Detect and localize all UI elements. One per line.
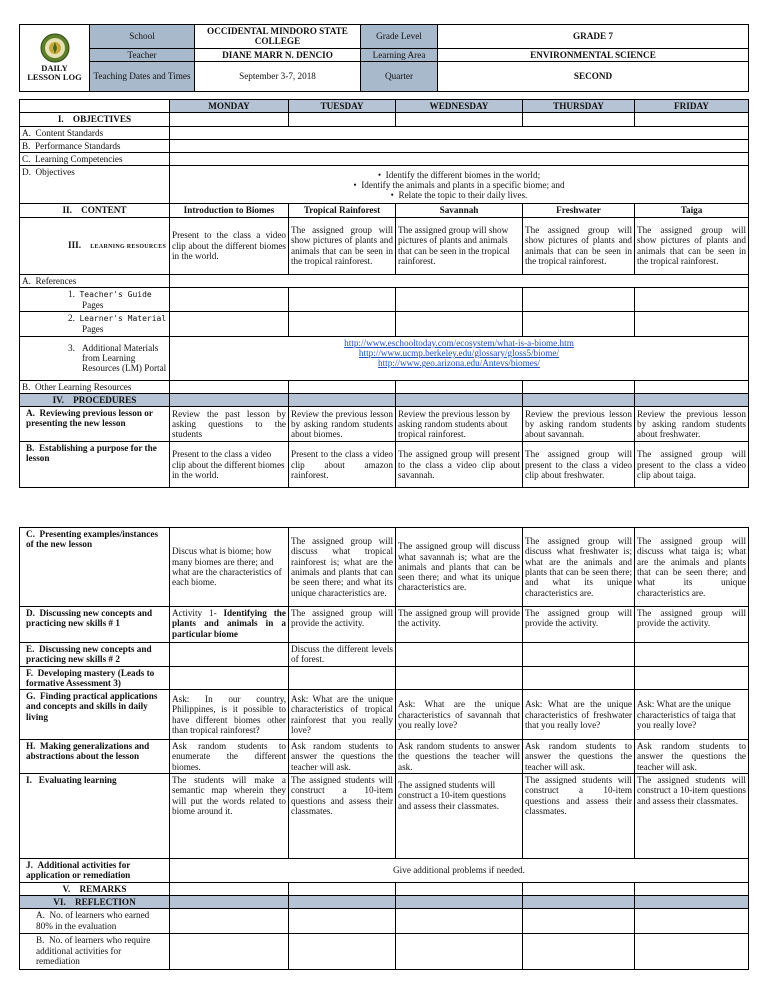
proc-i-friday: The assigned students will construct a 10-item questions and assess their classmates. <box>635 774 749 859</box>
proc-b-label: B. Establishing a purpose for the lesson <box>20 442 170 488</box>
proc-h-friday: Ask random students to answer the questions the teacher will ask. <box>635 740 749 774</box>
teacher-label: Teacher <box>90 48 195 61</box>
proc-e-label: E. Discussing new concepts and practicing new skills # 2 <box>20 643 170 667</box>
proc-b-friday: The assigned group will present to the class a video clip about taiga. <box>635 442 749 488</box>
proc-g-thursday: Ask: What are the unique characteristics of freshwater that you really love? <box>523 690 635 740</box>
learning-area-label: Learning Area <box>361 48 438 61</box>
proc-c-monday: Discus what is biome; how many biomes are there; and what are the characteristics of each biome. <box>170 528 289 607</box>
proc-a-thursday: Review the previous lesson by asking random students about savannah. <box>523 407 635 442</box>
school-label: School <box>90 25 195 49</box>
teacher-value: DIANE MARR N. DENCIO <box>195 48 361 61</box>
objective-item: • Relate the topic to their daily lives. <box>390 190 528 201</box>
resources-monday: Present to the class a video clip about the different biomes in the world. <box>170 217 289 274</box>
learning-competencies-value <box>170 153 749 166</box>
proc-c-tuesday: The assigned group will discuss what tropical rainforest is; what are the animals and plants that can be seen there; and what its unique characteristics are. <box>289 528 396 607</box>
performance-standards-label: B. Performance Standards <box>20 139 170 152</box>
proc-b-wednesday: The assigned group will present to the class a video clip about savannah. <box>396 442 523 488</box>
proc-j-value: Give additional problems if needed. <box>170 859 749 883</box>
content-heading: II. CONTENT <box>20 204 170 217</box>
references-label: A. References <box>20 274 170 287</box>
proc-d-wednesday: The assigned group will provide the activity. <box>396 607 523 643</box>
proc-c-label: C. Presenting examples/instances of the new lesson <box>20 528 170 607</box>
proc-d-tuesday: The assigned group will provide the activity. <box>289 607 396 643</box>
proc-i-monday: The students will make a semantic map wherein they will put the words related to biome around it. <box>170 774 289 859</box>
proc-h-wednesday: Ask random students to answer the questions the teacher will ask. <box>396 740 523 774</box>
proc-h-tuesday: Ask random students to answer the questions the teacher will ask. <box>289 740 396 774</box>
proc-b-monday: Present to the class a video clip about the different biomes in the world. <box>170 442 289 488</box>
lesson-log-table-2 <box>19 527 749 970</box>
reflection-heading: VI. REFLECTION <box>20 895 170 908</box>
proc-f-label: F. Developing mastery (Leads to formative Assessment 3) <box>20 666 170 690</box>
content-standards-value <box>170 126 749 139</box>
proc-d-thursday: The assigned group will provide the activity. <box>523 607 635 643</box>
objective-item: • Identify the different biomes in the world; <box>377 169 541 180</box>
lesson-log-label: LESSON LOG <box>27 72 82 83</box>
reflection-a-label: A. No. of learners who earned 80% in the evaluation <box>20 909 170 934</box>
day-wednesday: WEDNESDAY <box>396 100 523 113</box>
lesson-log-table-1 <box>19 99 749 488</box>
proc-g-friday: Ask: What are the unique characteristics of taiga that you really love? <box>635 690 749 740</box>
other-resources-label: B. Other Learning Resources <box>20 380 170 393</box>
content-wednesday: Savannah <box>396 204 523 217</box>
day-friday: FRIDAY <box>635 100 749 113</box>
objective-item: • Identify the animals and plants in a specific biome; and <box>353 179 565 190</box>
learning-competencies-label: C. Learning Competencies <box>20 153 170 166</box>
proc-b-tuesday: Present to the class a video clip about amazon rainforest. <box>289 442 396 488</box>
proc-d-label: D. Discussing new concepts and practicing new skills # 1 <box>20 607 170 643</box>
day-thursday: THURSDAY <box>523 100 635 113</box>
content-friday: Taiga <box>635 204 749 217</box>
teaching-dates-label: Teaching Dates and Times <box>90 61 195 91</box>
daily-label: DAILY <box>41 62 68 73</box>
proc-c-friday: The assigned group will discuss what taiga is; what are the animals and plants that can be seen there; and what its unique characteristics are. <box>635 528 749 607</box>
learning-resources-heading: III. LEARNING RESOURCES <box>20 217 170 274</box>
proc-c-wednesday: The assigned group will discuss what savannah is; what are the animals and plants that can be seen there; and what its unique characteristics are. <box>396 528 523 607</box>
day-monday: MONDAY <box>170 100 289 113</box>
proc-d-monday: Activity 1- Identifying the plants and animals in a particular biome <box>170 607 289 643</box>
header-logo-cell <box>20 25 90 92</box>
resources-friday: The assigned group will show pictures of plants and animals that can be seen in the tropical rainforest. <box>635 217 749 274</box>
proc-h-label: H. Making generalizations and abstractions about the lesson <box>20 740 170 774</box>
proc-i-wednesday: The assigned students will construct a 10-item questions and assess their classmates. <box>396 774 523 859</box>
day-header-row <box>20 100 749 113</box>
performance-standards-value <box>170 139 749 152</box>
proc-c-thursday: The assigned group will discuss what freshwater is; what are the animals and plants that can be seen there; and what its unique characteristics are. <box>523 528 635 607</box>
procedures-heading: IV. PROCEDURES <box>20 393 170 406</box>
proc-a-wednesday: Review the previous lesson by asking random students about tropical rainforest. <box>396 407 523 442</box>
day-tuesday: TUESDAY <box>289 100 396 113</box>
grade-level-value: GRADE 7 <box>438 25 749 49</box>
reflection-b-label: B. No. of learners who require additional activities for remediation <box>20 934 170 970</box>
reference-links <box>170 336 749 380</box>
grade-level-label: Grade Level <box>361 25 438 49</box>
quarter-value: SECOND <box>438 61 749 91</box>
proc-d-friday: The assigned group will provide the activity. <box>635 607 749 643</box>
learning-area-value: ENVIRONMENTAL SCIENCE <box>438 48 749 61</box>
proc-g-monday: Ask: In our country, Philippines, is it possible to have different biomes other than tropical rainforest? <box>170 690 289 740</box>
proc-g-wednesday: Ask: What are the unique characteristics of savannah that you really love? <box>396 690 523 740</box>
content-monday: Introduction to Biomes <box>170 204 289 217</box>
proc-h-monday: Ask random students to enumerate the different biomes. <box>170 740 289 774</box>
proc-i-label: I. Evaluating learning <box>20 774 170 859</box>
reference-link[interactable]: http://www.ucmp.berkeley.edu/glossary/gloss5/biome/ <box>358 347 560 358</box>
proc-j-label: J. Additional activities for application or remediation <box>20 859 170 883</box>
objectives-heading: I. OBJECTIVES <box>20 113 170 126</box>
proc-g-label: G. Finding practical applications and concepts and skills in daily living <box>20 690 170 740</box>
proc-e-tuesday: Discuss the different levels of forest. <box>289 643 396 667</box>
proc-a-monday: Review the past lesson by asking questions to the students <box>170 407 289 442</box>
logo-block <box>22 33 87 83</box>
school-value: OCCIDENTAL MINDORO STATE COLLEGE <box>195 25 361 49</box>
header-table <box>19 24 749 92</box>
reference-link[interactable]: http://www.geo.arizona.edu/Antevs/biomes/ <box>378 358 540 369</box>
learners-material-label: 2. Learner's Material Pages <box>20 312 170 336</box>
school-seal-icon <box>40 33 70 63</box>
teaching-dates-value: September 3-7, 2018 <box>195 61 361 91</box>
proc-h-thursday: Ask random students to answer the questions the teacher will ask. <box>523 740 635 774</box>
proc-a-label: A. Reviewing previous lesson or presenting the new lesson <box>20 407 170 442</box>
content-tuesday: Tropical Rainforest <box>289 204 396 217</box>
objectives-label: D. Objectives <box>20 166 170 204</box>
proc-g-tuesday: Ask: What are the unique characteristics of tropical rainforest that you really love? <box>289 690 396 740</box>
proc-i-thursday: The assigned students will construct a 10-item questions and assess their classmates. <box>523 774 635 859</box>
additional-materials-label: 3. Additional Materials from Learning Resources (LM) Portal <box>20 336 170 380</box>
proc-a-friday: Review the previous lesson by asking random students about freshwater. <box>635 407 749 442</box>
content-standards-label: A. Content Standards <box>20 126 170 139</box>
resources-wednesday: The assigned group will show pictures of plants and animals that can be seen in the tropical rainforest. <box>396 217 523 274</box>
remarks-heading: V. REMARKS <box>20 882 170 895</box>
proc-b-thursday: The assigned group will present to the class a video clip about freshwater. <box>523 442 635 488</box>
objectives-list <box>170 166 749 204</box>
resources-thursday: The assigned group will show pictures of plants and animals that can be seen in the tropical rainforest. <box>523 217 635 274</box>
quarter-label: Quarter <box>361 61 438 91</box>
proc-a-tuesday: Review the previous lesson by asking random students about biomes. <box>289 407 396 442</box>
resources-tuesday: The assigned group will show pictures of plants and animals that can be seen in the tropical rainforest. <box>289 217 396 274</box>
proc-i-tuesday: The assigned students will construct a 10-item questions and assess their classmates. <box>289 774 396 859</box>
reference-link[interactable]: http://www.eschooltoday.com/ecosystem/what-is-a-biome.htm <box>344 337 574 348</box>
teachers-guide-label: 1. Teacher's Guide Pages <box>20 288 170 312</box>
content-thursday: Freshwater <box>523 204 635 217</box>
